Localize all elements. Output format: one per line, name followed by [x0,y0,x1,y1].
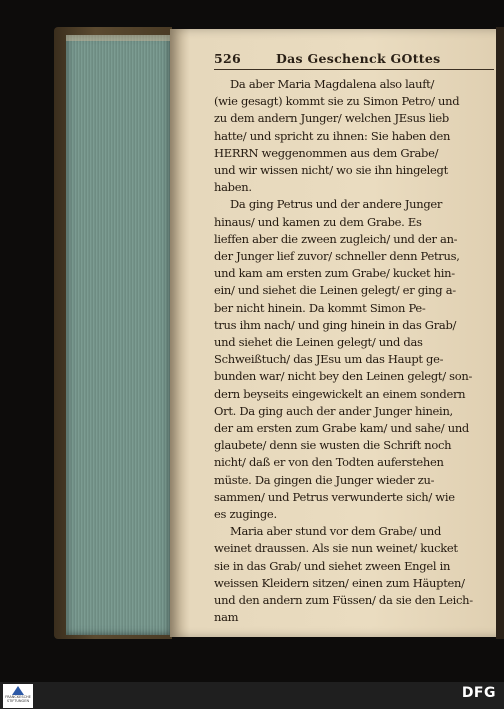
institution-logo-text: FRANCKESCHE STIFTUNGEN [5,695,31,703]
text-line: haben. [214,180,252,195]
text-line: ein/ und siehet die Leinen gelegt/ er ging a- [214,283,456,298]
text-line: weissen Kleidern sitzen/ einen zum Häupten/ [214,575,465,590]
running-title: Das Geschenck GOttes [276,51,441,66]
text-line: Schweißtuch/ das JEsu um das Haupt ge- [214,352,444,367]
institution-logo[interactable] [3,684,33,708]
text-line: glaubete/ denn sie wusten die Schrift noch [214,438,452,453]
text-line: sammen/ und Petrus verwunderte sich/ wie [214,489,455,504]
text-line: und wir wissen nicht/ wo sie ihn hingelegt [214,163,448,177]
text-line: nicht/ daß er von den Todten auferstehen [214,455,444,470]
text-line: und siehet die Leinen gelegt/ und das [214,335,423,349]
footer-bar [0,682,504,709]
dfg-logo[interactable]: DFG [461,685,496,701]
triangle-logo-icon [12,686,24,695]
text-line: HERRN weggenommen aus dem Grabe/ [214,145,439,160]
text-line: trus ihm nach/ und ging hinein in das Grab/ [214,317,457,332]
text-line: (wie gesagt) kommt sie zu Simon Petro/ und [214,94,460,109]
text-line: es zuginge. [214,507,277,521]
text-line: weinet draussen. Als sie nun weinet/ kucket [214,541,458,556]
header-rule [214,69,494,70]
page-header [214,51,494,71]
text-line: Da aber Maria Magdalena also lauft/ [230,77,435,91]
text-line: Maria aber stund vor dem Grabe/ und [230,524,442,539]
text-line: Ort. Da ging auch der ander Junger hinein, [214,403,453,418]
text-line: zu dem andern Junger/ welchen JEsus lieb [214,111,449,126]
text-line: müste. Da gingen die Junger wieder zu- [214,472,435,487]
book-scan [54,27,504,639]
page-edges [66,35,170,635]
text-line: nam [214,610,239,625]
text-line: bunden war/ nicht bey den Leinen gelegt/ son- [214,369,473,384]
text-line: dern beyseits eingewickelt an einem sondern [214,386,466,401]
text-line: lieffen aber die zween zugleich/ und der an- [214,231,458,246]
text-line: und kam am ersten zum Grabe/ kucket hin- [214,266,455,281]
text-line: der Junger lief zuvor/ schneller denn Petrus, [214,249,460,263]
text-line: ber nicht hinein. Da kommt Simon Pe- [214,300,426,315]
text-line: Da ging Petrus und der andere Junger [230,197,443,212]
text-line: hatte/ und spricht zu ihnen: Sie haben den [214,128,451,143]
text-line: sie in das Grab/ und siehet zween Engel in [214,558,451,573]
text-line: der am ersten zum Grabe kam/ und sahe/ und [214,421,469,435]
book-page [170,29,504,637]
page-number: 526 [214,51,241,66]
next-page-edge [496,27,504,639]
text-line: und den andern zum Füssen/ da sie den Leich- [214,593,473,607]
text-line: hinaus/ und kamen zu dem Grabe. Es [214,214,422,229]
